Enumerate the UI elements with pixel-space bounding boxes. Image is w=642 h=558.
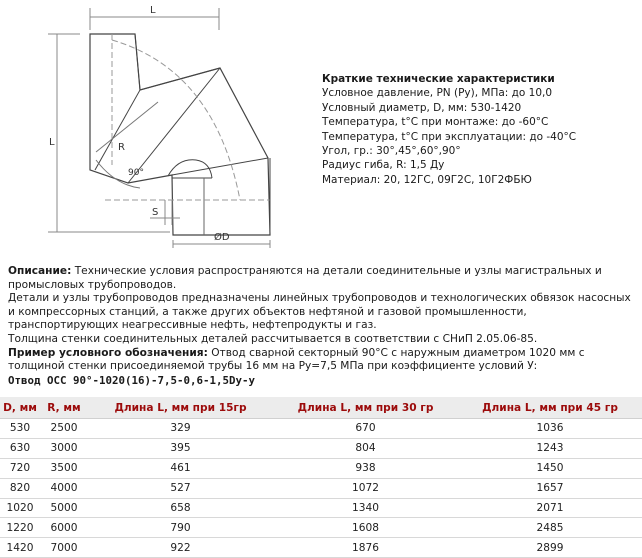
table-cell: 2485 <box>458 518 642 538</box>
spec-line: Угол, гр.: 30°,45°,60°,90° <box>322 145 461 158</box>
table-cell: 790 <box>88 518 273 538</box>
table-cell: 658 <box>88 498 273 518</box>
dimension-label-S: S <box>152 207 159 218</box>
table-row <box>0 438 642 458</box>
dimension-label-D: ØD <box>214 232 230 243</box>
designation-example: Отвод ОСС 90°-1020(16)-7,5-0,6-1,5Dу-у <box>8 373 256 387</box>
table-cell: 820 <box>0 478 40 498</box>
column-header-l45: Длина L, мм при 45 гр <box>458 397 642 419</box>
example-label: Пример условного обозначения: <box>8 346 208 359</box>
dimension-label-L-top: L <box>150 5 156 16</box>
wall-thickness-note: Толщина стенки соединительных деталей рассчитывается в соответствии с СНиП 2.05.06-85. <box>8 332 538 345</box>
description-paragraph: Детали и узлы трубопроводов предназначены линейных трубопроводов и технологических обвязок насосных и компрессорных станций, а также других объектов нефтяной и газовой промышленности, транспортирующих неагрессивные нефть, нефтепродукты и газ. <box>8 292 631 332</box>
table-row <box>0 458 642 478</box>
table-cell: 4000 <box>40 478 88 498</box>
table-cell: 530 <box>0 419 40 439</box>
table-cell: 1340 <box>273 498 458 518</box>
dimension-label-L-side: L <box>49 137 55 148</box>
table-cell: 630 <box>0 438 40 458</box>
table-cell: 1450 <box>458 458 642 478</box>
dimensions-table <box>0 397 642 558</box>
table-cell: 804 <box>273 438 458 458</box>
table-cell: 2071 <box>458 498 642 518</box>
pipe-elbow-drawing <box>0 0 300 255</box>
table-cell: 527 <box>88 478 273 498</box>
table-cell: 1220 <box>0 518 40 538</box>
specs-title: Краткие технические характеристики <box>322 73 555 85</box>
spec-line: Радиус гиба, R: 1,5 Ду <box>322 159 445 172</box>
example-text: Отвод сварной секторный 90°С с наружным диаметром 1020 мм с толщиной стенки присоединяемой трубы 16 мм на Ру=7,5 МПа при коэффициенте условий У: <box>8 346 585 373</box>
table-cell: 329 <box>88 419 273 439</box>
description-text: Технические условия распространяются на детали соединительные и узлы магистральных и промысловых трубопроводов. <box>8 265 602 291</box>
table-cell: 1036 <box>458 419 642 439</box>
table-cell: 1657 <box>458 478 642 498</box>
table-row <box>0 518 642 538</box>
spec-line: Температура, t°C при эксплуатации: до -40°C <box>322 130 577 143</box>
table-cell: 2500 <box>40 419 88 439</box>
specs-block <box>322 72 637 187</box>
spec-line: Условный диаметр, D, мм: 530-1420 <box>322 101 522 114</box>
spec-line: Условное давление, PN (Py), МПа: до 10,0 <box>322 87 553 100</box>
table-cell: 670 <box>273 419 458 439</box>
table-cell: 1876 <box>273 538 458 558</box>
description-block <box>8 265 638 387</box>
dimension-label-R: R <box>118 142 125 153</box>
table-cell: 2899 <box>458 538 642 558</box>
spec-line: Температура, t°C при монтаже: до -60°C <box>322 116 549 129</box>
column-header-l15: Длина L, мм при 15гр <box>88 397 273 419</box>
table-cell: 461 <box>88 458 273 478</box>
table-cell: 1243 <box>458 438 642 458</box>
table-cell: 1608 <box>273 518 458 538</box>
table-header-row <box>0 397 642 419</box>
table-cell: 5000 <box>40 498 88 518</box>
table-cell: 3000 <box>40 438 88 458</box>
column-header-l30: Длина L, мм при 30 гр <box>273 397 458 419</box>
table-cell: 7000 <box>40 538 88 558</box>
table-row <box>0 419 642 439</box>
table-cell: 1420 <box>0 538 40 558</box>
table-row <box>0 538 642 558</box>
table-cell: 938 <box>273 458 458 478</box>
column-header-r: R, мм <box>40 397 88 419</box>
table-cell: 922 <box>88 538 273 558</box>
table-cell: 3500 <box>40 458 88 478</box>
table-row <box>0 478 642 498</box>
table-row <box>0 498 642 518</box>
table-cell: 6000 <box>40 518 88 538</box>
angle-label: 90° <box>128 168 144 178</box>
description-label: Описание: <box>8 265 72 277</box>
table-cell: 1020 <box>0 498 40 518</box>
table-cell: 720 <box>0 458 40 478</box>
table-cell: 395 <box>88 438 273 458</box>
spec-line: Материал: 20, 12ГС, 09Г2С, 10Г2ФБЮ <box>322 173 532 186</box>
table-cell: 1072 <box>273 478 458 498</box>
column-header-d: D, мм <box>0 397 40 419</box>
